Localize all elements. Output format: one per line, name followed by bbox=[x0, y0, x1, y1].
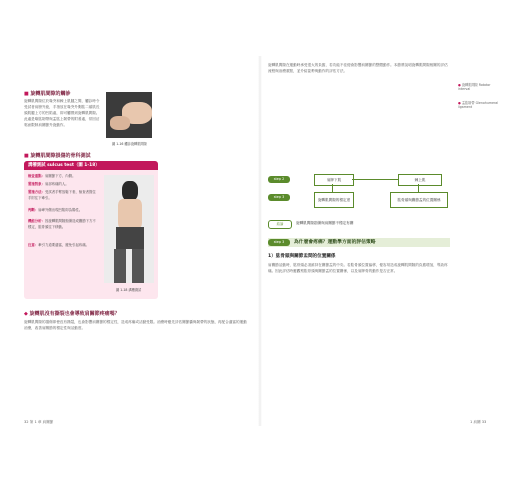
sidenote-glenohumeral: ● 盂肱韌帶 Glenohumeral ligament bbox=[458, 101, 499, 109]
flow-connector bbox=[332, 184, 333, 192]
book-gutter bbox=[258, 56, 262, 426]
fig-palpation-caption: 圖 1-16 觸診旋轉肌間隙 bbox=[112, 142, 147, 146]
palpation-paragraph: 旋轉肌間隙位於喙突和棘上肌腱之間，觸診時令受試者肩膀外旋，手指放在喙突外側肱二頭肌長頭肌腱上方的凹陷處，即可觸摸到旋轉肌間隙。此處是喙肱韌帶與盂肱上韌帶的附著處，常因沾黏而限制肩關節外旋動作。 bbox=[24, 99, 100, 127]
flow-connector bbox=[352, 179, 398, 180]
left-folio: 32 第 1 章 肩關節 bbox=[24, 420, 54, 424]
intro-paragraph: 旋轉肌間隙在運動時承受很大的負擔，若功能不佳便會影響肩關節的整體動作。本節將說明旋轉肌間隙相關的評估流程與治療重點，並介紹姿勢與動作的評估方法。 bbox=[268, 63, 448, 73]
palpation-photo bbox=[106, 92, 152, 138]
question-heading: ◆ 旋轉肌沒有撕裂也會導致肩關節疼痛嗎？ bbox=[24, 310, 120, 317]
flow-conclusion-text: 旋轉肌間隙損傷與肩關節不穩定有關 bbox=[296, 221, 354, 225]
test-item: 機能分析：因旋轉肌間隙損傷造成關節下方不穩定，肱骨頭往下移動。 bbox=[28, 219, 96, 229]
section-header-bar bbox=[268, 238, 450, 247]
question-paragraph: 旋轉肌間隙的損傷即使沒有撕裂，也會影響肩關節的穩定性，造成疼痛或活動受限。治療時應先評估關節囊與韌帶的狀態，再配合適當的運動治療，改善肩關節的穩定性與活動度。 bbox=[24, 320, 247, 330]
heading-palpation: ■ 旋轉肌間隙的觸診 bbox=[24, 90, 70, 97]
test-item: 判斷：肩峰外側出現凹陷即為陽性。 bbox=[28, 208, 83, 212]
sulcus-test-title: 溝槽測試 sulcus test（圖 1-18） bbox=[24, 161, 158, 170]
flow-conclusion-tag: 結論 bbox=[268, 220, 292, 229]
sulcus-test-photo bbox=[104, 175, 154, 283]
test-item: 實施對象：肩部疼痛的人。 bbox=[28, 182, 69, 186]
flow-box-stability: 旋轉肌間隙的穩定度 bbox=[314, 192, 354, 208]
right-folio: 1 肩關 33 bbox=[470, 420, 487, 424]
flow-step3-tag: step 3 bbox=[268, 194, 290, 201]
right-page bbox=[268, 60, 500, 420]
subsection-paragraph: 肩關節活動時，肱骨頭必須維持在關節盂的中央。若肱骨頭位置偏移，便容易造成旋轉肌間隙的負擔增加，導致疼痛。因此評估時應觀察肱骨頭與關節盂的位置關係，以及肩胛骨的動作是否正常。 bbox=[268, 263, 448, 273]
flow-connector bbox=[418, 184, 419, 192]
section-title: 為什麼會疼痛？運動學方面的評估策略 bbox=[294, 240, 376, 245]
flow-box-position: 肱骨頭與關節盂的位置關係 bbox=[390, 192, 448, 208]
fig-sulcus-caption: 圖 1-18 溝槽測試 bbox=[116, 288, 142, 292]
sidenote-rotator-interval: ● 旋轉肌間隙 Rotator interval bbox=[458, 83, 491, 91]
test-item: 檢查重點：肩關節下方、內側。 bbox=[28, 174, 76, 178]
test-item: 實施方法：受試者手臂放鬆下垂，檢查者握住手肘往下牽引。 bbox=[28, 190, 96, 200]
flow-box-supraspinatus: 棘上肌 bbox=[398, 174, 442, 186]
section-step-tag: step 3 bbox=[268, 239, 290, 246]
heading-ortho-test: ■ 旋轉肌間隙損傷的骨科測試 bbox=[24, 152, 90, 159]
sulcus-test-box bbox=[24, 161, 158, 299]
left-page bbox=[24, 60, 256, 420]
test-item: 注意：牽引力道要適當，避免引起疼痛。 bbox=[28, 243, 90, 247]
subsection-title: 1）肱骨頭與關節盂間的位置關係 bbox=[268, 254, 336, 259]
flow-box-subscapularis: 肩胛下肌 bbox=[314, 174, 354, 186]
flow-step2-tag: step 2 bbox=[268, 176, 290, 183]
